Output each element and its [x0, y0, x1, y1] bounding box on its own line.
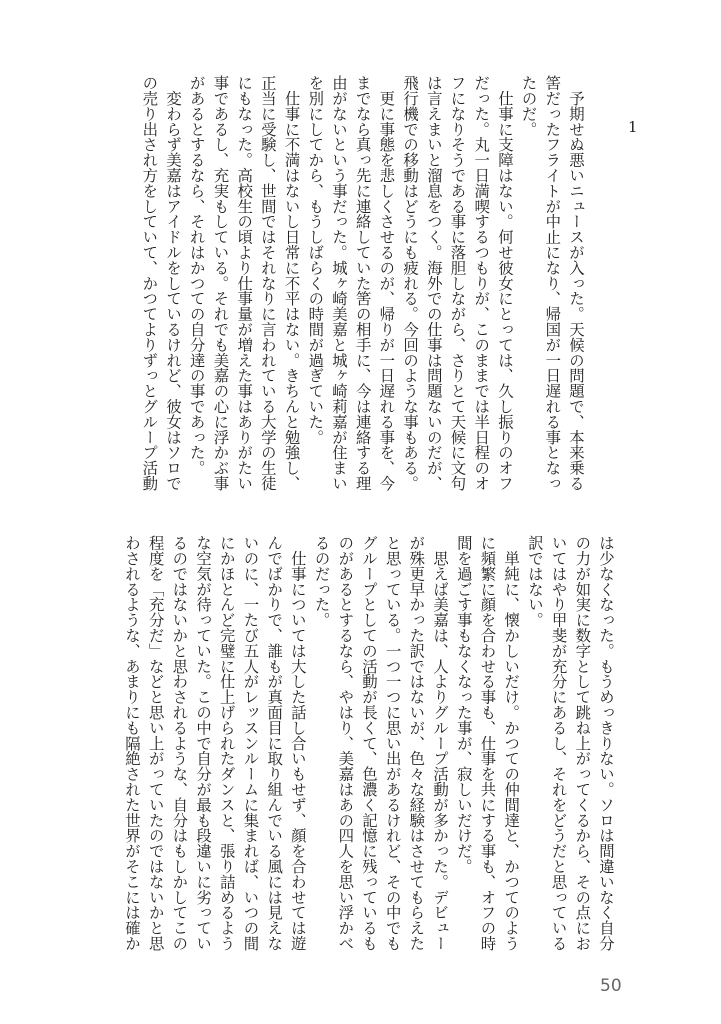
bottom-text-block [119, 535, 617, 955]
text-column: いてはやり甲斐が充分にあるし、それをどうだと思っている [549, 535, 568, 951]
top-text-block [137, 75, 587, 495]
text-column: 飛行機での移動はどうにも疲れる。今回のような事もある。 [401, 75, 420, 491]
text-column: 仕事に支障はない。何せ彼女にとっては、久し振りのオフ [495, 75, 514, 491]
text-column: に頻繁に顔を合わせる事も、仕事を共にする事も、オフの時 [478, 535, 497, 951]
text-column: るのだった。 [312, 535, 331, 628]
text-column: んでばかりで、誰もが真面目に取り組んでいる風には見えな [265, 535, 284, 951]
text-column: が殊更早かった訳ではないが、色々な経験はさせてもらえた [407, 535, 426, 951]
text-column: の売り出され方をしていて、かつてよりずっとグループ活動 [140, 75, 159, 491]
text-column: 正当に受験し、世間ではそれなりに言われている大学の生徒 [258, 75, 277, 491]
text-column: たのだ。 [519, 75, 538, 137]
text-column: グループとしての活動が長くて、色濃く記憶に残っているも [359, 535, 378, 951]
text-column: までなら真っ先に連絡していた筈の相手に、今は連絡する理 [353, 75, 372, 491]
text-column: だった。丸一日満喫するつもりが、このままでは半日程のオ [472, 75, 491, 491]
text-column: フになりそうである事に落胆しながら、さりとて天候に文句 [448, 75, 467, 491]
text-column: いのに、一たび五人がレッスンルームに集まれば、いつの間 [241, 535, 260, 951]
text-column: 仕事については大した話し合いもせず、顔を合わせては遊 [288, 535, 307, 951]
text-column: 変わらず美嘉はアイドルをしているけれど、彼女はソロで [164, 75, 183, 491]
text-column: 事であるし、充実もしている。それでも美嘉の心に浮かぶ事 [211, 75, 230, 491]
text-column: るのではないかと思わされるような、自分はもしかしてこの [170, 535, 189, 951]
text-column: 予期せぬ悪いニュースが入った。天候の問題で、本来乗る [567, 75, 585, 491]
text-column: 程度を「充分だ」などと思い上がっていたのではないかと思 [146, 535, 165, 951]
text-column: 仕事に不満はないし日常に不平はない。きちんと勉強し、 [282, 75, 301, 491]
text-column: 筈だったフライトが中止になり、帰国が一日遅れる事となっ [543, 75, 562, 491]
text-column: と思っている。一つ一つに思い出があるけれど、その中でも [383, 535, 402, 951]
text-column: にかほとんど完璧に仕上げられたダンスと、張り詰めるよう [217, 535, 236, 951]
text-column: わされるような、あまりにも隔絶された世界がそこには確か [122, 535, 141, 951]
text-column: にもなった。高校生の頃より仕事量が増えた事はありがたい [235, 75, 254, 491]
text-column: の力が如実に数字として跳ね上がってくるから、その点にお [573, 535, 592, 951]
text-column: 思えば美嘉は、人よりグループ活動が多かった。デビュー [431, 535, 450, 951]
text-column: 由がないという事だった。城ヶ崎美嘉と城ヶ崎莉嘉が住まい [329, 75, 348, 491]
page-number: 50 [600, 976, 622, 996]
text-column: があるとするなら、それはかつての自分達の事であった。 [187, 75, 206, 476]
text-column: 更に事態を悲しくさせるのが、帰りが一日遅れる事を、今 [377, 75, 396, 491]
text-column: を別にしてから、もうしばらくの時間が過ぎていた。 [306, 75, 325, 445]
text-column: は言えまいと溜息をつく。海外での仕事は問題ないのだが、 [424, 75, 443, 491]
chapter-heading: 1 [628, 118, 638, 136]
text-column: な空気が待っていた。この中で自分が最も段違いに劣ってい [194, 535, 213, 951]
text-column: 訳ではない。 [525, 535, 544, 628]
text-column: 単純に、懐かしいだけ。かつての仲間達と、かつてのよう [502, 535, 521, 951]
text-column: は少なくなった。もうめっきりない。ソロは間違いなく自分 [597, 535, 615, 951]
text-column: 間を過ごす事もなくなった事が、寂しいだけだ。 [454, 535, 473, 874]
text-column: のがあるとするなら、やはり、美嘉はあの四人を思い浮かべ [336, 535, 355, 951]
